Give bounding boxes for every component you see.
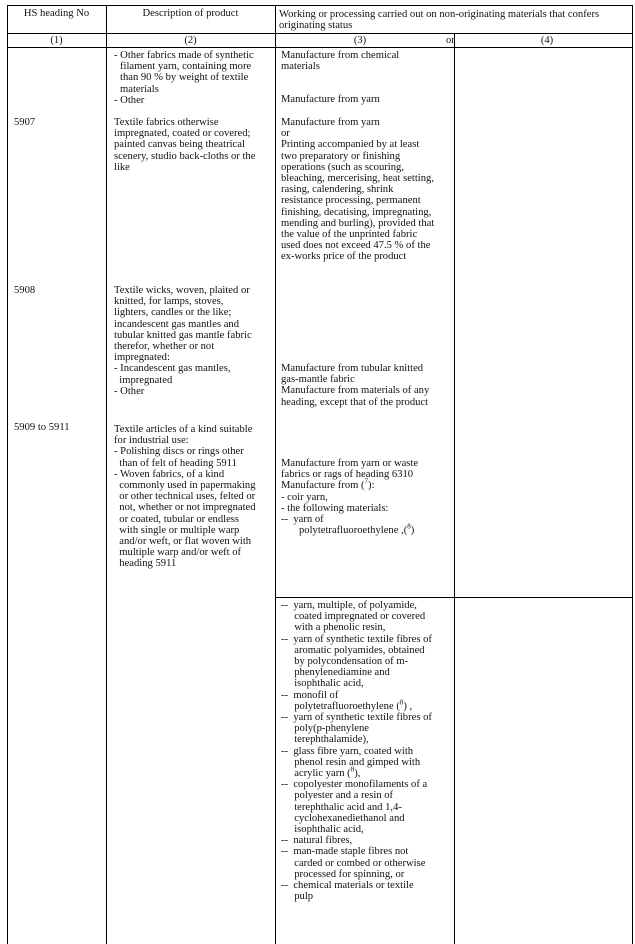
proc-line: resistance processing, permanent xyxy=(281,195,421,207)
row-5907-description xyxy=(114,117,272,173)
desc-line: heading 5911 xyxy=(114,558,177,570)
list-item: processed for spinning, or xyxy=(281,868,405,880)
desc-line: Textile fabrics otherwise xyxy=(114,117,219,128)
desc-line: or other technical uses, felted or xyxy=(114,491,256,503)
table-right-border xyxy=(632,5,633,944)
proc-line: ex-works price of the product xyxy=(281,251,407,263)
proc-line: or xyxy=(281,128,290,140)
list-item: coated impregnated or covered xyxy=(281,611,426,623)
list-item: -- yarn of synthetic textile fibres of xyxy=(281,633,432,645)
proc-line: the value of the unprinted fabric xyxy=(281,229,418,241)
desc-line: Textile articles of a kind suitable xyxy=(114,424,253,435)
row-5909-code: 5909 to 5911 xyxy=(14,422,70,433)
list-item: pulp xyxy=(281,891,314,903)
list-item-footnote: acrylic yarn ($^8$), xyxy=(281,765,361,780)
desc-line: incandescent gas mantles and xyxy=(114,318,240,330)
desc-line: Textile wicks, woven, plaited or xyxy=(114,285,250,296)
desc-line: filament yarn, containing more xyxy=(120,61,252,73)
desc-line: for industrial use: xyxy=(114,435,189,447)
desc-line: - Other fabrics made of synthetic xyxy=(114,50,254,61)
header-working-processing: Working or processing carried out on non-originating materials that confers originating status xyxy=(279,9,600,32)
colnum-or: or xyxy=(446,35,455,46)
list-item: isophthalic acid, xyxy=(281,824,364,836)
desc-line: materials xyxy=(120,83,159,95)
row-5908-code: 5908 xyxy=(14,285,36,296)
list-item: with a phenolic resin, xyxy=(281,622,386,634)
row-5909-processing xyxy=(281,458,451,536)
footnote-ref: 8 xyxy=(407,522,411,531)
table-top-border xyxy=(7,5,633,6)
list-item: -- yarn of synthetic textile fibres of xyxy=(281,712,432,724)
proc-line: Manufacture from yarn xyxy=(281,94,380,106)
footnote-ref: 8 xyxy=(399,698,404,707)
header-bottom-border xyxy=(7,33,633,34)
desc-line: with single or multiple warp xyxy=(114,524,240,536)
row0-processing xyxy=(281,50,451,106)
proc-line: bleaching, mercerising, heat setting, xyxy=(281,173,434,185)
proc-line: Manufacture from yarn or waste xyxy=(281,458,419,469)
col-divider-3-4 xyxy=(454,33,455,944)
proc-line: - the following materials: xyxy=(281,502,389,514)
proc-line: -- yarn of xyxy=(281,514,324,526)
colnum-4: (4) xyxy=(540,35,554,46)
row-5907-processing xyxy=(281,117,451,263)
desc-line: painted canvas being theatrical xyxy=(114,139,245,151)
desc-line: - Incandescent gas mantles, xyxy=(114,363,231,375)
list-item: -- glass fibre yarn, coated with xyxy=(281,745,414,757)
desc-line: than 90 % by weight of textile xyxy=(120,72,249,84)
row-5909-description xyxy=(114,424,272,570)
header-description: Description of product xyxy=(142,8,239,19)
colnum-1: (1) xyxy=(50,35,63,46)
desc-line: - Other xyxy=(114,94,145,106)
proc-line: materials xyxy=(281,61,320,73)
list-item: -- yarn, multiple, of polyamide, xyxy=(281,600,417,611)
list-item: -- copolyester monofilaments of a xyxy=(281,779,428,791)
proc-line-footnote: polytetrafluoroethylene ,($^8$) xyxy=(299,522,415,537)
colnum-3: (3) xyxy=(353,35,367,46)
col-divider-1-2 xyxy=(106,5,107,944)
list-item: aromatic polyamides, obtained xyxy=(281,644,425,656)
row-5907-code: 5907 xyxy=(14,117,36,128)
desc-line: therefor, whether or not xyxy=(114,341,215,353)
list-item: terephthalic acid and 1,4- xyxy=(281,801,402,813)
proc-line: gas-mantle fabric xyxy=(281,374,355,386)
proc-line: Manufacture from materials of any xyxy=(281,385,430,397)
materials-list-continued xyxy=(281,600,453,902)
list-item: -- man-made staple fibres not xyxy=(281,846,409,858)
desc-line: or coated, tubular or endless xyxy=(114,513,240,525)
list-item: -- monofil of xyxy=(281,689,339,701)
proc-line: Manufacture from chemical xyxy=(281,50,400,61)
desc-line: - Polishing discs or rings other xyxy=(114,446,244,458)
desc-line: lighters, candles or the like; xyxy=(114,307,232,319)
desc-line: impregnated xyxy=(114,374,173,386)
row-5908-description xyxy=(114,285,272,397)
desc-line: not, whether or not impregnated xyxy=(114,502,256,514)
proc-line: finishing, decatising, impregnating, xyxy=(281,206,432,218)
desc-line: commonly used in papermaking xyxy=(114,480,256,492)
list-item: -- chemical materials or textile xyxy=(281,880,414,892)
colnum-bottom-border xyxy=(7,47,633,48)
footnote-ref: 8 xyxy=(350,765,355,774)
desc-line: multiple warp and/or weft of xyxy=(114,547,242,559)
table-left-border xyxy=(7,5,8,944)
list-item-footnote: polytetrafluoroethylene ($^8$) , xyxy=(281,698,413,712)
proc-line: two preparatory or finishing xyxy=(281,150,401,162)
proc-line: fabrics or rags of heading 6310 xyxy=(281,469,414,481)
list-item: phenol resin and gimped with xyxy=(281,756,421,768)
desc-line: impregnated: xyxy=(114,352,170,364)
desc-line: than of felt of heading 5911 xyxy=(114,457,237,469)
desc-line: - Woven fabrics, of a kind xyxy=(114,468,225,480)
proc-line: heading, except that of the product xyxy=(281,396,429,408)
proc-line: - coir yarn, xyxy=(281,491,328,503)
footnote-ref: 7 xyxy=(364,477,369,486)
proc-line: Manufacture from tubular knitted xyxy=(281,363,424,374)
proc-line: Printing accompanied by at least xyxy=(281,139,420,151)
row-5908-processing xyxy=(281,363,451,408)
header-hs-heading: HS heading No xyxy=(23,8,90,19)
col-divider-2-3 xyxy=(275,5,276,944)
colnum-2: (2) xyxy=(184,35,197,46)
proc-line: rasing, calendering, shrink xyxy=(281,184,394,196)
desc-line: scenery, studio back-cloths or the xyxy=(114,150,256,162)
list-item: terephthalamide), xyxy=(281,734,369,746)
proc-line: mending and burling), provided that xyxy=(281,217,435,229)
proc-line-footnote: Manufacture from ($^7$): xyxy=(281,477,375,492)
desc-line: - Other xyxy=(114,385,145,397)
list-item: isophthalic acid, xyxy=(281,678,364,690)
desc-line: and/or weft, or flat woven with xyxy=(114,536,252,548)
desc-line: impregnated, coated or covered; xyxy=(114,128,251,140)
desc-line: like xyxy=(114,161,130,173)
proc-line: used does not exceed 47.5 % of the xyxy=(281,240,431,252)
proc-line: operations (such as scouring, xyxy=(281,161,404,173)
list-item: polyester and a resin of xyxy=(281,790,394,802)
desc-line: knitted, for lamps, stoves, xyxy=(114,296,224,308)
row0-description xyxy=(114,50,272,106)
list-item: carded or combed or otherwise xyxy=(281,857,426,869)
proc-line: Manufacture from yarn xyxy=(281,117,380,128)
list-item: -- natural fibres, xyxy=(281,835,353,847)
desc-line: tubular knitted gas mantle fabric xyxy=(114,329,252,341)
list-item: cyclohexanediethanol and xyxy=(281,812,405,824)
list-item: by polycondensation of m- xyxy=(281,656,409,668)
list-item: poly(p-phenylene xyxy=(281,723,369,735)
list-item: phenylenediamine and xyxy=(281,667,390,679)
